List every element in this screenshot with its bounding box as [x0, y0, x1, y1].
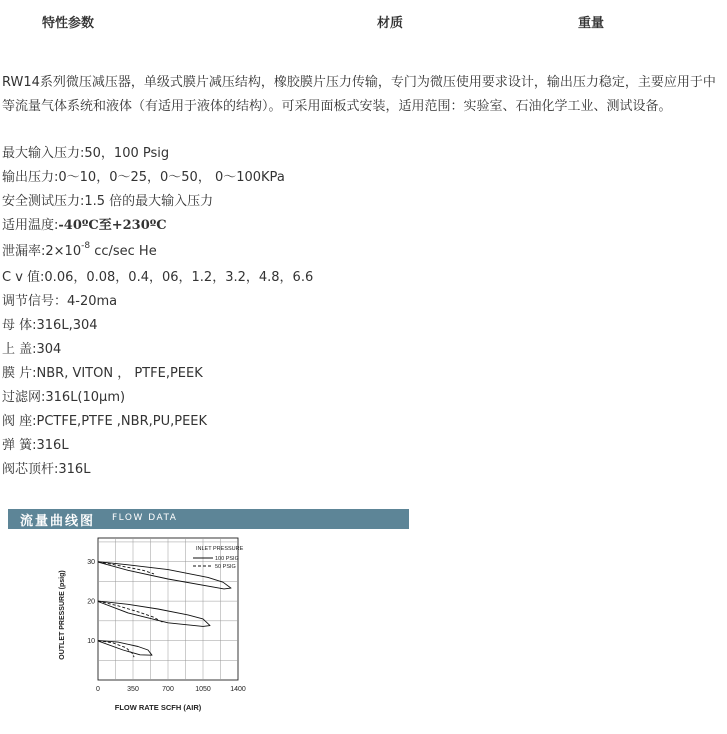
- x-tick-label: 700: [162, 686, 174, 693]
- x-tick-label: 1050: [195, 686, 211, 693]
- temperature-value: -40ºC至+230ºC: [58, 218, 167, 233]
- leak-prefix: 泄漏率:2×10: [2, 244, 82, 259]
- spec-cap: 上 盖:304: [2, 342, 62, 357]
- chart-legend: [193, 546, 244, 570]
- flow-title-en: FLOW DATA: [112, 513, 178, 523]
- header-specs: 特性参数: [42, 16, 95, 31]
- chart-curves: [98, 562, 231, 657]
- spec-spring: 弹 簧:316L: [2, 438, 69, 453]
- flow-curve: [98, 562, 154, 574]
- spec-max-input: 最大输入压力:50，100 Psig: [2, 146, 170, 161]
- spec-filter: 过滤网:316L(10μm): [2, 390, 126, 405]
- spec-cv: C v 值:0.06，0.08，0.4，06，1.2，3.2，4.8，6.6: [2, 270, 314, 285]
- spec-body: 母 体:316L,304: [2, 318, 98, 333]
- chart-ticks: [87, 559, 246, 693]
- x-tick-label: 0: [96, 686, 100, 693]
- y-tick-label: 20: [87, 598, 95, 606]
- product-description: RW14系列微压减压器，单级式膜片减压结构，橡胶膜片压力传输，专门为微压使用要求设计，输出压力稳定，主要应用于中等流量气体系统和液体（有适用于液体的结构）。可采用面板式安装，适用范围：实验室、石油化学工业、测试设备。: [2, 75, 716, 114]
- spec-safety-test: 安全测试压力:1.5 倍的最大输入压力: [2, 194, 214, 209]
- spec-leak-rate: [2, 238, 313, 266]
- chart-ylabel: OUTLET PRESSURE (psig): [59, 570, 66, 660]
- spec-signal: 调节信号：4-20ma: [2, 294, 118, 309]
- flow-curve: [98, 641, 152, 656]
- spec-output-pressure: 输出压力:0～10，0～25，0～50， 0～100KPa: [2, 170, 285, 185]
- x-tick-label: 1400: [230, 686, 246, 693]
- flow-title-cn: 流量曲线图: [20, 514, 96, 529]
- flow-chart: [50, 530, 270, 720]
- y-tick-label: 10: [87, 638, 95, 646]
- y-tick-label: 30: [87, 559, 95, 567]
- spec-diaphragm: 膜 片:NBR, VITON ， PTFE,PEEK: [2, 366, 203, 381]
- spec-table-header: [0, 12, 727, 34]
- spec-temperature: [2, 214, 313, 238]
- chart-xlabel: FLOW RATE SCFH (AIR): [114, 703, 202, 712]
- leak-suffix: cc/sec He: [90, 244, 157, 259]
- spec-seat: 阀 座:PCTFE,PTFE ,NBR,PU,PEEK: [2, 414, 208, 429]
- x-tick-label: 350: [127, 686, 139, 693]
- legend-title: INLET PRESSURE: [196, 546, 244, 552]
- legend-entry-100: 100 PSIG: [215, 556, 239, 562]
- spec-list: [2, 142, 313, 482]
- legend-entry-50: 50 PSIG: [215, 564, 236, 570]
- header-material: 材质: [377, 16, 404, 31]
- flow-data-banner: [8, 509, 409, 529]
- header-weight: 重量: [578, 16, 605, 31]
- leak-exponent: -8: [81, 241, 91, 251]
- spec-stem: 阀芯顶杆:316L: [2, 462, 91, 477]
- temperature-label: 适用温度:: [2, 218, 59, 233]
